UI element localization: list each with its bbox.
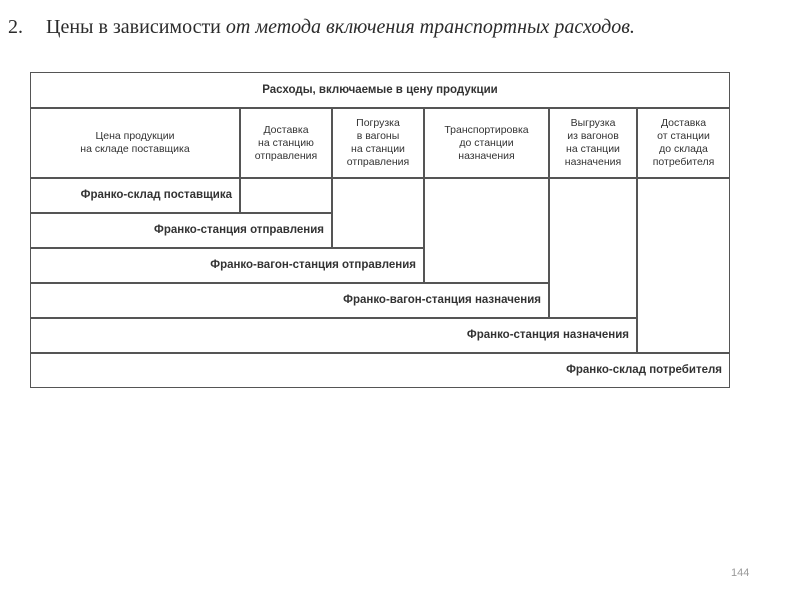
column-header-label: Доставка от станции до склада потребителя [652, 117, 715, 168]
row-label: Франко-вагон-станция назначения [343, 294, 541, 306]
empty-cell [240, 178, 332, 213]
table-header-label: Расходы, включаемые в цену продукции [262, 83, 498, 96]
row-label: Франко-склад потребителя [566, 364, 722, 376]
column-header-label: Цена продукции на складе поставщика [80, 130, 190, 155]
column-header-label: Доставка на станцию отправления [254, 123, 318, 162]
slide-heading [8, 16, 635, 39]
heading-italic-text: от метода включения транспортных расходов. [225, 16, 635, 38]
row-label: Франко-станция отправления [154, 224, 324, 236]
transport-cost-table [30, 72, 730, 388]
column-header-label: Выгрузка из вагонов на станции назначения [564, 117, 622, 168]
row-label: Франко-станция назначения [466, 329, 629, 341]
heading-number: 2. [8, 16, 23, 38]
heading-text: Цены в зависимости [46, 16, 226, 38]
row-label: Франко-вагон-станция отправления [210, 259, 416, 271]
page-number: 144 [731, 567, 750, 579]
empty-cell [332, 178, 424, 248]
column-header-label: Погрузка в вагоны на станции отправления [346, 117, 410, 168]
row-label: Франко-склад поставщика [80, 189, 232, 201]
empty-cell [424, 178, 549, 283]
empty-cell [549, 178, 637, 318]
empty-cell [637, 178, 730, 353]
column-header-label: Транспортировка до станции назначения [444, 123, 529, 162]
